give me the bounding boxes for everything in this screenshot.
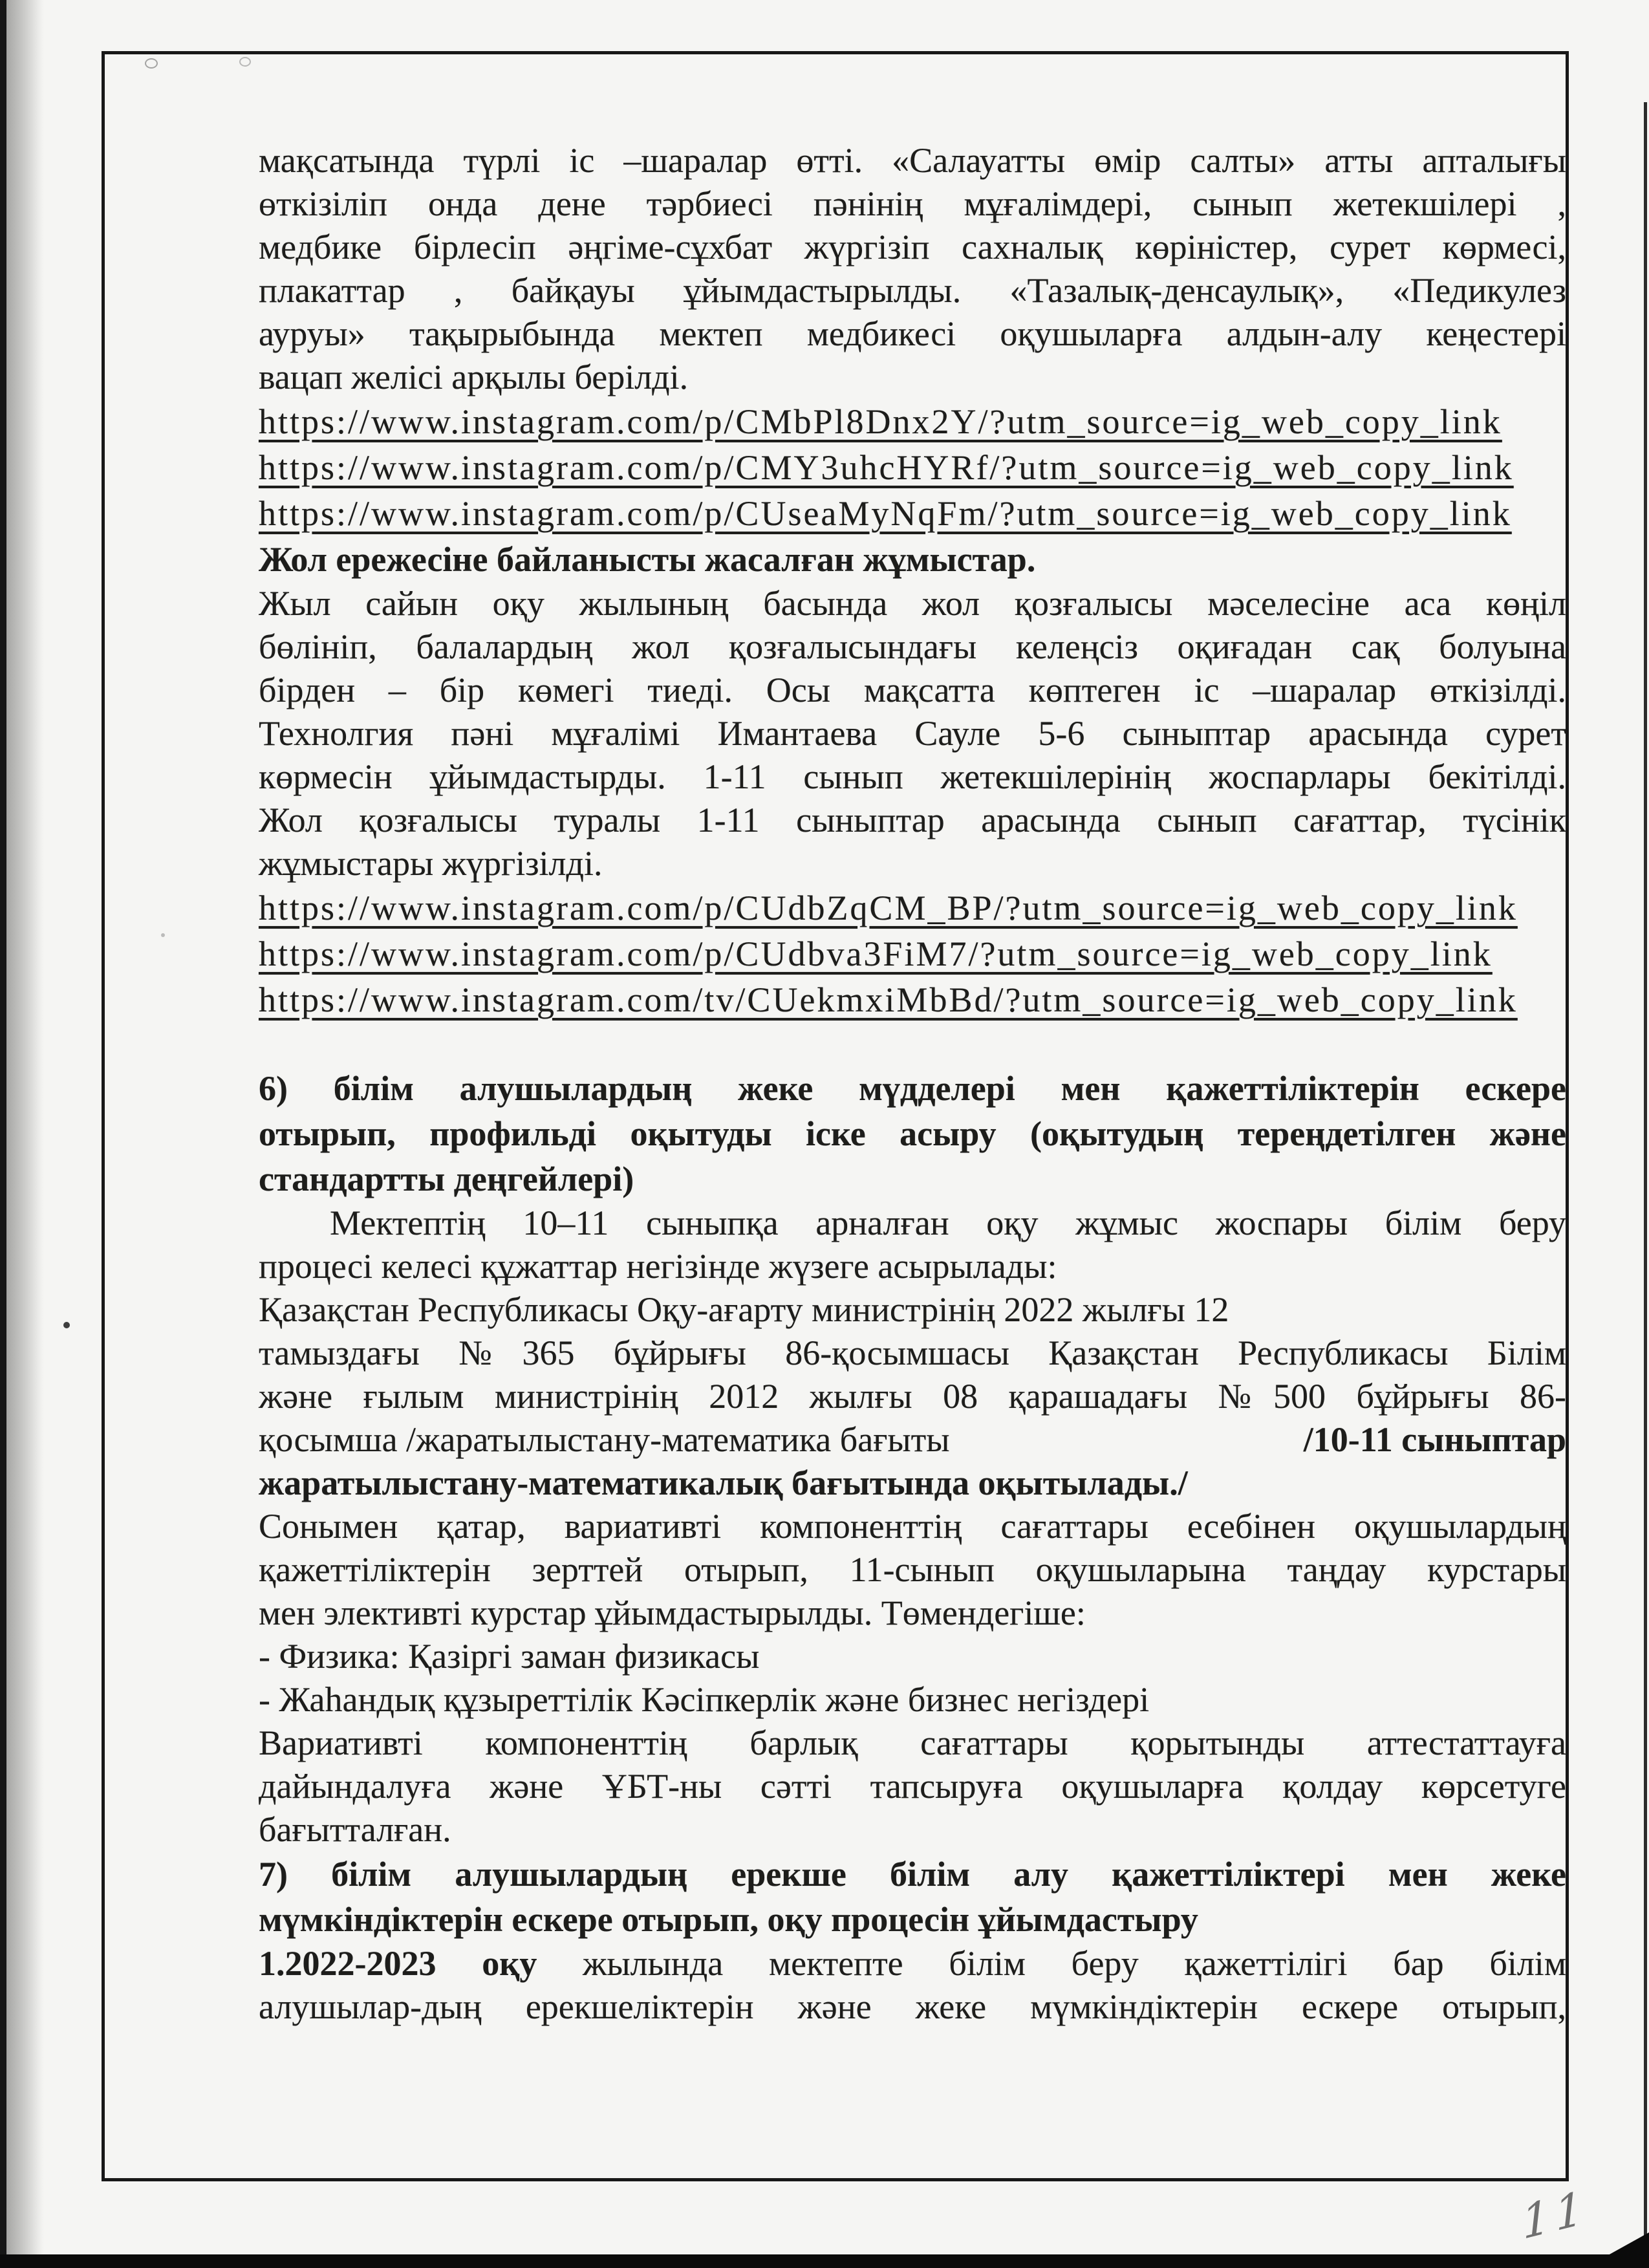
- text-line: [259, 226, 1566, 269]
- instagram-link[interactable]: https://www.instagram.com/tv/CUekmxiMbBd/?utm_source=ig_web_copy_link: [259, 980, 1518, 1019]
- text-line: [259, 1202, 1566, 1245]
- text-segment: медбике бірлесіп әңгіме-сұхбат жүргізіп сахналық көріністер, сурет көрмесі,: [259, 228, 1566, 266]
- scan-speck: [145, 58, 158, 69]
- para-profile-education: [259, 1202, 1566, 1852]
- heading-road-rules: [259, 537, 1566, 582]
- text-line: [259, 1375, 1566, 1418]
- text-line: [259, 799, 1566, 842]
- instagram-link[interactable]: https://www.instagram.com/p/CUdbva3FiM7/?utm_source=ig_web_copy_link: [259, 934, 1493, 973]
- text-line: [259, 1288, 1566, 1332]
- scanner-edge-bottom: [0, 2254, 1649, 2268]
- link-line: [259, 399, 1566, 445]
- text-line: [259, 269, 1566, 312]
- handwritten-page-number: 11: [1520, 2179, 1590, 2251]
- instagram-link[interactable]: https://www.instagram.com/p/CUdbZqCM_BP/?utm_source=ig_web_copy_link: [259, 889, 1518, 927]
- blank-gap: [259, 1023, 1566, 1066]
- text-column: [259, 139, 1566, 2029]
- link-line: [259, 977, 1566, 1023]
- text-line: [259, 582, 1566, 625]
- text-segment: плакаттар , байқауы ұйымдастырылды. «Тазалық-денсаулық», «Педикулез: [259, 271, 1566, 310]
- text-line: [259, 1765, 1566, 1808]
- text-segment: 1.2022-2023 оқу: [259, 1944, 537, 1983]
- text-segment: 7) білім алушылардың ерекше білім алу қажеттіліктері мен жеке: [259, 1855, 1566, 1894]
- text-line: [259, 1635, 1566, 1678]
- text-segment: Сонымен қатар, вариативті компоненттің сағаттары есебінен оқушылардың: [259, 1507, 1566, 1546]
- text-line: [259, 755, 1566, 799]
- scan-speck: [239, 57, 251, 67]
- text-line: [259, 1111, 1566, 1156]
- links-group-1: [259, 399, 1566, 537]
- links-group-2: [259, 885, 1566, 1023]
- text-segment: Жол қозғалысы туралы 1-11 сыныптар арасында сынып сағаттар, түсінік: [259, 801, 1566, 839]
- text-segment: Мектептің 10–11 сыныпқа арналған оқу жұмыс жоспары білім беру: [330, 1204, 1566, 1242]
- text-segment: процесі келесі құжаттар негізінде жүзеге асырылады:: [259, 1247, 1057, 1286]
- text-line: [259, 669, 1566, 712]
- heading-section-6: [259, 1066, 1566, 1202]
- link-line: [259, 885, 1566, 931]
- text-segment: ауруы» тақырыбында мектеп медбикесі оқушыларға алдын-алу кеңестері: [259, 314, 1566, 353]
- text-segment: бөлініп, балалардың жол қозғалысындағы келеңсіз оқиғадан сақ болуына: [259, 627, 1566, 666]
- text-line: [259, 182, 1566, 226]
- text-line: [259, 139, 1566, 182]
- text-line: [259, 712, 1566, 755]
- text-segment: Жол ережесіне байланысты жасалған жұмыстар.: [259, 540, 1036, 579]
- text-line: [259, 1942, 1566, 1985]
- text-line: [259, 1066, 1566, 1111]
- instagram-link[interactable]: https://www.instagram.com/p/CMbPl8Dnx2Y/?utm_source=ig_web_copy_link: [259, 402, 1502, 441]
- text-segment: /10-11 сыныптар: [1303, 1420, 1566, 1459]
- text-segment: мүмкіндіктерін ескере отырып, оқу процесін ұйымдастыру: [259, 1900, 1198, 1939]
- text-line: [259, 1505, 1566, 1548]
- text-line: [259, 1156, 1566, 1202]
- text-segment: Вариативті компоненттің барлық сағаттары қорытынды аттестаттауға: [259, 1723, 1566, 1762]
- text-segment: қосымша /жаратылыстану-математика бағыты: [259, 1420, 950, 1459]
- text-segment: мен элективті курстар ұйымдастырылды. Төмендегіше:: [259, 1593, 1086, 1632]
- instagram-link[interactable]: https://www.instagram.com/p/CUseaMyNqFm/?utm_source=ig_web_copy_link: [259, 494, 1512, 533]
- text-segment: жұмыстары жүргізілді.: [259, 844, 603, 883]
- text-line: [259, 1418, 1566, 1462]
- text-line: [259, 1808, 1566, 1852]
- text-line: [259, 1678, 1566, 1722]
- text-line: [259, 1332, 1566, 1375]
- text-segment: отырып, профильді оқытуды іске асыру (оқытудың тереңдетілген және: [259, 1114, 1566, 1153]
- text-line: [259, 356, 1566, 399]
- text-line: [259, 1245, 1566, 1288]
- para-2022-2023: [259, 1942, 1566, 2029]
- text-line: [259, 1722, 1566, 1765]
- text-segment: көрмесін ұйымдастырды. 1-11 сынып жетекшілерінің жоспарлары бекітілді.: [259, 757, 1566, 796]
- text-line: [259, 537, 1566, 582]
- text-line: [259, 1852, 1566, 1897]
- link-line: [259, 491, 1566, 537]
- text-segment: - Физика: Қазіргі заман физикасы: [259, 1637, 760, 1676]
- text-line: [259, 625, 1566, 669]
- text-segment: вацап желісі арқылы берілді.: [259, 358, 689, 396]
- text-segment: мақсатында түрлі іс –шаралар өтті. «Салауатты өмір салты» атты апталығы: [259, 141, 1566, 180]
- text-segment: Жыл сайын оқу жылының басында жол қозғалысы мәселесіне аса көңіл: [259, 584, 1566, 623]
- scanner-edge-left: [0, 0, 6, 2268]
- text-segment: тамыздағы №365 бұйрығы 86-қосымшасы Қазақстан Республикасы Білім: [259, 1334, 1566, 1372]
- paper-curl-shadow: [6, 0, 44, 2268]
- text-segment: стандартты деңгейлері): [259, 1160, 634, 1198]
- text-segment: және ғылым министрінің 2012 жылғы 08 қарашадағы №500 бұйрығы 86-: [259, 1377, 1566, 1416]
- para-road-safety: [259, 582, 1566, 885]
- text-segment: 6) білім алушылардың жеке мүдделері мен қажеттіліктерін ескере: [259, 1069, 1566, 1108]
- link-line: [259, 931, 1566, 977]
- text-segment: өткізіліп онда дене тәрбиесі пәнінің мұғалімдері, сынып жетекшілері ,: [259, 184, 1566, 223]
- text-segment: Технолгия пәні мұғалімі Имантаева Сауле 5-6 сыныптар арасында сурет: [259, 714, 1566, 753]
- text-segment: алушылар-дың ерекшеліктерін және жеке мүмкіндіктерін ескере отырып,: [259, 1987, 1566, 2026]
- para-health-week: [259, 139, 1566, 399]
- link-line: [259, 445, 1566, 491]
- text-line: [259, 1462, 1566, 1505]
- scan-speck: [63, 1322, 70, 1328]
- text-segment: жаратылыстану-математикалық бағытында оқытылады./: [259, 1463, 1188, 1502]
- text-segment: қажеттіліктерін зерттей отырып, 11-сынып оқушыларына таңдау курстары: [259, 1550, 1566, 1589]
- text-line: [259, 1592, 1566, 1635]
- text-segment: бірден – бір көмегі тиеді. Осы мақсатта көптеген іс –шаралар өткізілді.: [259, 671, 1566, 709]
- text-line: [259, 842, 1566, 885]
- text-segment: Қазақстан Республикасы Оқу-ағарту министрінің 2022 жылғы 12: [259, 1290, 1229, 1329]
- text-segment: жылында мектепте білім беру қажеттілігі бар білім: [537, 1944, 1566, 1983]
- text-line: [259, 1897, 1566, 1942]
- text-line: [259, 312, 1566, 356]
- scan-speck: [161, 933, 165, 937]
- instagram-link[interactable]: https://www.instagram.com/p/CMY3uhcHYRf/?utm_source=ig_web_copy_link: [259, 448, 1514, 487]
- text-line: [259, 1548, 1566, 1592]
- text-segment: бағытталған.: [259, 1810, 451, 1849]
- text-segment: - Жаһандық құзыреттілік Кәсіпкерлік және бизнес негіздері: [259, 1680, 1150, 1719]
- scanner-edge-right: [1644, 102, 1647, 2256]
- heading-section-7: [259, 1852, 1566, 1942]
- text-line: [259, 1985, 1566, 2029]
- text-segment: дайындалуға және ҰБТ-ны сәтті тапсыруға оқушыларға қолдау көрсетуге: [259, 1767, 1566, 1806]
